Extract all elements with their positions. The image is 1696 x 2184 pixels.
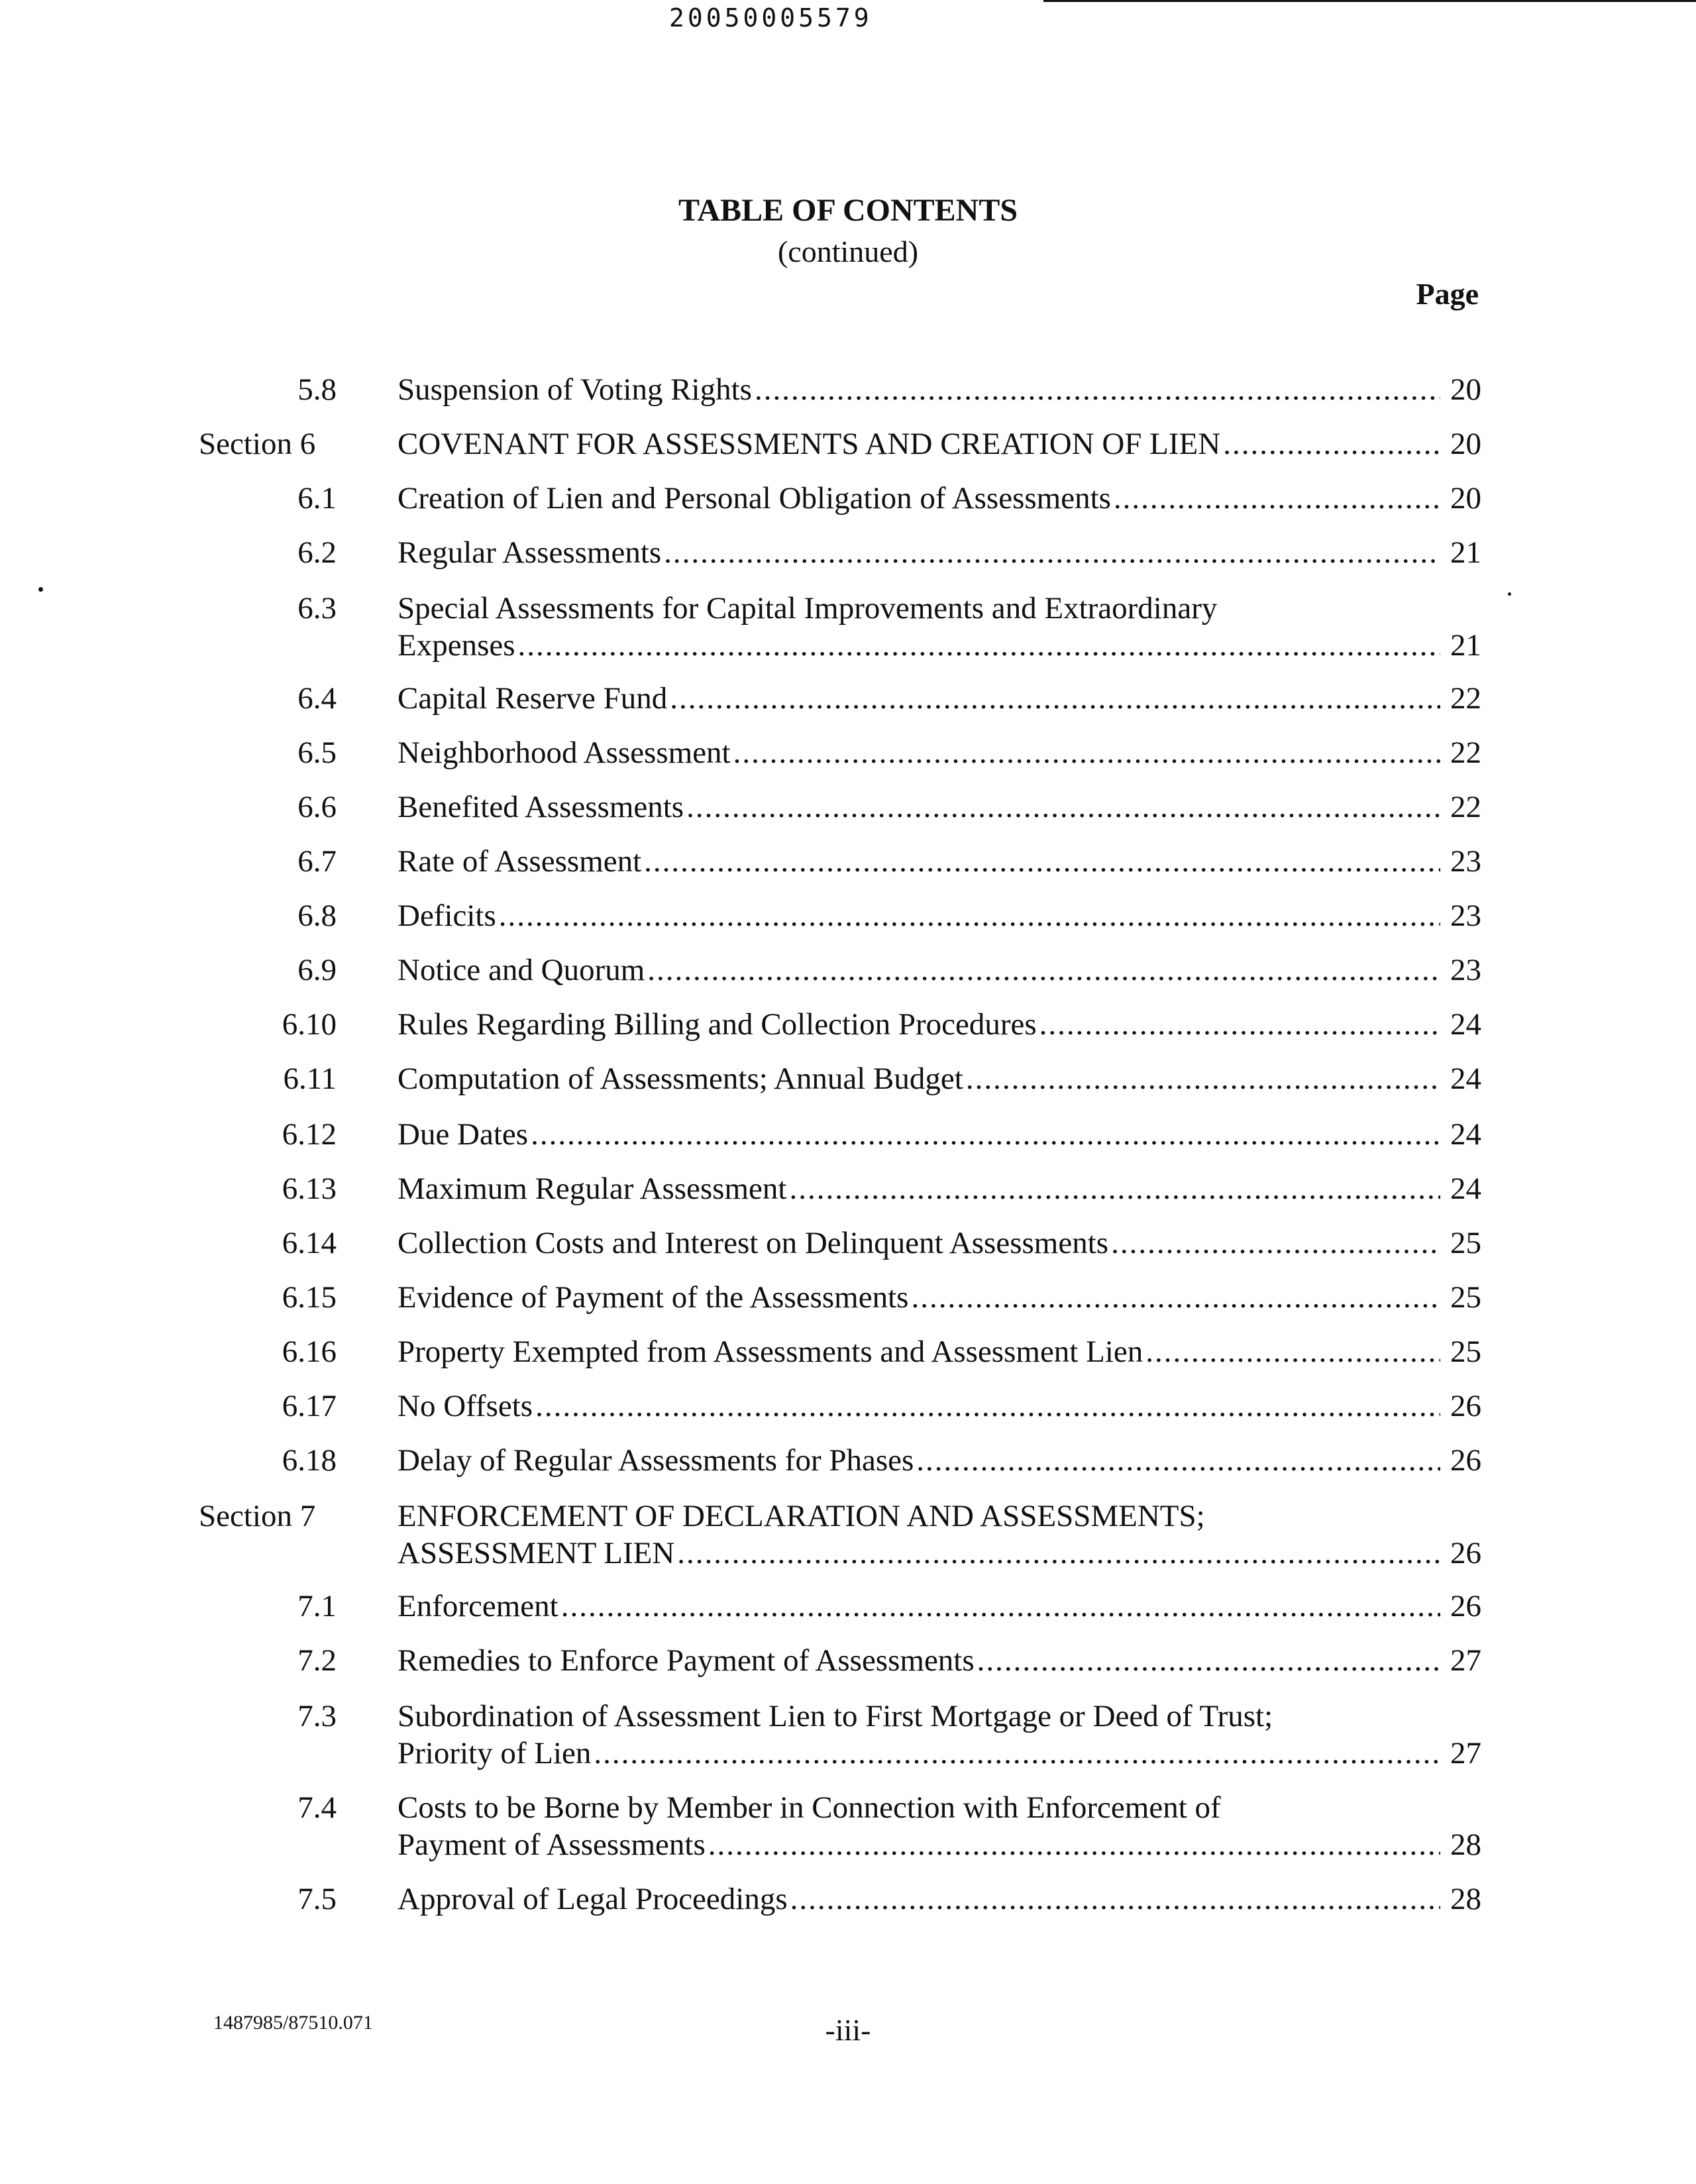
toc-entry-title: Deficits [398, 899, 496, 933]
toc-entry-number: 6.11 [283, 1062, 337, 1096]
toc-entry-title: Rules Regarding Billing and Collection Procedures [398, 1007, 1037, 1042]
dot-leader [561, 1588, 1440, 1625]
toc-entry [0, 1789, 1696, 1863]
toc-entry-title: ASSESSMENT LIEN [398, 1536, 675, 1570]
toc-entry-title: Benefited Assessments [398, 790, 684, 824]
toc-entry-number: 6.10 [282, 1007, 337, 1042]
toc-entry-title: Collection Costs and Interest on Delinquent Assessments [398, 1226, 1109, 1260]
toc-entry-number: 6.9 [297, 953, 337, 987]
toc-entry-page: 22 [1450, 790, 1481, 824]
toc-entry-page: 20 [1450, 372, 1481, 407]
toc-entry-body [398, 734, 1481, 771]
toc-entry-leader-line [398, 1735, 1481, 1772]
toc-entry-body [398, 789, 1481, 826]
toc-entry-body [398, 480, 1481, 517]
page-number: -iii- [825, 2013, 871, 2047]
toc-entry-page: 22 [1450, 681, 1481, 716]
toc-entry-page: 22 [1450, 736, 1481, 770]
toc-entry-page: 25 [1450, 1335, 1481, 1369]
toc-entry-number: Section 6 [199, 427, 316, 461]
toc-entry [0, 1498, 1696, 1572]
toc-entry-body [398, 1170, 1481, 1207]
toc-entry-title: Regular Assessments [398, 535, 662, 570]
toc-entry-body [398, 1881, 1481, 1918]
toc-entry-body [398, 1588, 1481, 1625]
toc-entry-title-line: ENFORCEMENT OF DECLARATION AND ASSESSMENTS; [398, 1499, 1205, 1533]
toc-entry-page: 23 [1450, 953, 1481, 987]
toc-entry-page: 27 [1450, 1643, 1481, 1678]
toc-entry-number: 7.5 [297, 1882, 337, 1916]
toc-entry [0, 1881, 1696, 1918]
toc-entry-body [398, 680, 1481, 717]
toc-entry [0, 1170, 1696, 1207]
toc-entry-title-line: Special Assessments for Capital Improvements and Extraordinary [398, 591, 1218, 626]
dot-leader [916, 1442, 1440, 1479]
toc-entry-leader-line [398, 627, 1481, 664]
toc-entry-leader-line [398, 1881, 1481, 1918]
toc-entry [0, 897, 1696, 934]
toc-entry-leader-line [398, 1225, 1481, 1262]
toc-entry-number: 6.16 [282, 1335, 337, 1369]
toc-entry-page: 26 [1450, 1589, 1481, 1623]
toc-entry-leader-line [398, 1588, 1481, 1625]
toc-entry-title: Remedies to Enforce Payment of Assessments [398, 1643, 975, 1678]
toc-entry [0, 1442, 1696, 1479]
toc-entry-leader-line [398, 371, 1481, 408]
toc-entry-page: 21 [1450, 535, 1481, 570]
toc-entry-leader-line [398, 480, 1481, 517]
toc-entry-title: Evidence of Payment of the Assessments [398, 1280, 909, 1315]
toc-entry-leader-line [398, 843, 1481, 880]
toc-entry-leader-line [398, 1642, 1481, 1679]
scan-speck [1508, 592, 1511, 596]
toc-entry-leader-line [398, 1333, 1481, 1370]
toc-entry [0, 1333, 1696, 1370]
toc-entry-number: 7.2 [297, 1643, 337, 1678]
scan-speck [38, 587, 43, 592]
toc-entry-page: 24 [1450, 1007, 1481, 1042]
toc-entry-body [398, 1333, 1481, 1370]
dot-leader [531, 1116, 1440, 1153]
dot-leader [686, 789, 1440, 826]
toc-entry-title: Capital Reserve Fund [398, 681, 668, 716]
toc-entry [0, 1698, 1696, 1772]
toc-entry [0, 1060, 1696, 1097]
toc-entry-leader-line [398, 897, 1481, 934]
dot-leader [664, 534, 1440, 571]
dot-leader [789, 1170, 1440, 1207]
toc-entry-number: 6.8 [297, 899, 337, 933]
toc-entry-title-line: Costs to be Borne by Member in Connection with Enforcement of [398, 1790, 1221, 1825]
dot-leader [708, 1826, 1440, 1863]
toc-entry-page: 26 [1450, 1536, 1481, 1570]
toc-entry-leader-line [398, 425, 1481, 463]
toc-entry-page: 26 [1450, 1389, 1481, 1423]
toc-entry [0, 1006, 1696, 1043]
toc-entry-body [398, 1698, 1481, 1772]
toc-entry-number: 6.12 [282, 1117, 337, 1152]
toc-entry-body [398, 590, 1481, 664]
toc-entry-title: Payment of Assessments [398, 1828, 706, 1862]
toc-entry-number: 7.3 [297, 1699, 337, 1733]
toc-entry-title: Suspension of Voting Rights [398, 372, 752, 407]
toc-entry-title: Creation of Lien and Personal Obligation of Assessments [398, 481, 1111, 516]
toc-entry [0, 1116, 1696, 1153]
dot-leader [677, 1535, 1440, 1572]
dot-leader [1111, 1225, 1440, 1262]
toc-entry-page: 20 [1450, 427, 1481, 461]
toc-entry-title: COVENANT FOR ASSESSMENTS AND CREATION OF LIEN [398, 427, 1221, 461]
toc-entry-title: Notice and Quorum [398, 953, 645, 987]
toc-entry [0, 680, 1696, 717]
toc-entry-body [398, 1642, 1481, 1679]
dot-leader [644, 843, 1440, 880]
document-code: 1487985/87510.071 [213, 2012, 373, 2034]
toc-entry-title: No Offsets [398, 1389, 533, 1423]
dot-leader [966, 1060, 1440, 1097]
toc-entry-title: Property Exempted from Assessments and Assessment Lien [398, 1335, 1143, 1369]
dot-leader [977, 1642, 1440, 1679]
toc-entry-leader-line [398, 789, 1481, 826]
toc-entry-page: 26 [1450, 1443, 1481, 1478]
toc-entry-page: 25 [1450, 1226, 1481, 1260]
toc-entry-page: 28 [1450, 1828, 1481, 1862]
toc-entry-body [398, 843, 1481, 880]
toc-entry-title-line: Subordination of Assessment Lien to First Mortgage or Deed of Trust; [398, 1699, 1273, 1733]
page-title: TABLE OF CONTENTS [678, 193, 1018, 228]
toc-entry-title: Rate of Assessment [398, 844, 642, 879]
toc-entry-number: 6.15 [282, 1280, 337, 1315]
toc-entry-leader-line [398, 1279, 1481, 1316]
toc-entry [0, 480, 1696, 517]
toc-entry-leader-line [398, 952, 1481, 989]
toc-entry-leader-line [398, 1170, 1481, 1207]
toc-entry [0, 734, 1696, 771]
toc-entry-page: 25 [1450, 1280, 1481, 1315]
toc-entry-number: 6.3 [297, 591, 337, 626]
toc-entry-leader-line [398, 680, 1481, 717]
toc-entry-title: Delay of Regular Assessments for Phases [398, 1443, 914, 1478]
toc-entry-number: 5.8 [297, 372, 337, 407]
toc-entry [0, 371, 1696, 408]
toc-entry-page: 27 [1450, 1736, 1481, 1771]
toc-entry-number: 6.14 [282, 1226, 337, 1260]
toc-entry [0, 789, 1696, 826]
toc-entry-number: 6.2 [297, 535, 337, 570]
toc-entry-number: 6.1 [297, 481, 337, 516]
dot-leader [1223, 425, 1440, 463]
toc-entry-number: 6.5 [297, 736, 337, 770]
toc-entry-leader-line [398, 1060, 1481, 1097]
toc-entry-body [398, 1279, 1481, 1316]
toc-entry-leader-line [398, 534, 1481, 571]
toc-entry-leader-line [398, 734, 1481, 771]
toc-entry-number: 6.6 [297, 790, 337, 824]
page-subtitle: (continued) [777, 235, 919, 268]
toc-entry-body [398, 1116, 1481, 1153]
toc-entry-page: 24 [1450, 1172, 1481, 1206]
toc-entry-page: 24 [1450, 1062, 1481, 1096]
toc-entry [0, 1642, 1696, 1679]
toc-entry-title: Enforcement [398, 1589, 558, 1623]
toc-entry [0, 1279, 1696, 1316]
toc-entry-title: Approval of Legal Proceedings [398, 1882, 788, 1916]
toc-entry-body [398, 371, 1481, 408]
toc-entry-title: Priority of Lien [398, 1736, 592, 1771]
toc-entry-body [398, 1498, 1481, 1572]
toc-entry-number: 6.7 [297, 844, 337, 879]
toc-entry-number: 6.13 [282, 1172, 337, 1206]
toc-entry-leader-line [398, 1442, 1481, 1479]
toc-entry [0, 590, 1696, 664]
toc-entry-number: 7.4 [297, 1790, 337, 1825]
toc-entry-leader-line [398, 1388, 1481, 1425]
dot-leader [1114, 480, 1440, 517]
toc-entry-page: 28 [1450, 1882, 1481, 1916]
toc-entry [0, 1588, 1696, 1625]
toc-entry-number: 7.1 [297, 1589, 337, 1623]
toc-entry-body [398, 1442, 1481, 1479]
toc-entry-title: Maximum Regular Assessment [398, 1172, 787, 1206]
dot-leader [790, 1881, 1440, 1918]
toc-entry-body [398, 897, 1481, 934]
toc-entry [0, 843, 1696, 880]
toc-entry-body [398, 1060, 1481, 1097]
toc-entry-title: Expenses [398, 628, 515, 663]
toc-entry [0, 1225, 1696, 1262]
toc-entry-number: 6.4 [297, 681, 337, 716]
toc-entry-body [398, 534, 1481, 571]
dot-leader [755, 371, 1440, 408]
toc-entry-body [398, 1388, 1481, 1425]
toc-entry-body [398, 1006, 1481, 1043]
dot-leader [1145, 1333, 1440, 1370]
dot-leader [647, 952, 1440, 989]
dot-leader [733, 734, 1440, 771]
toc-entry-page: 21 [1450, 628, 1481, 663]
dot-leader [670, 680, 1440, 717]
toc-entry [0, 534, 1696, 571]
dot-leader [535, 1388, 1440, 1425]
toc-entry [0, 425, 1696, 463]
document-number: 20050005579 [669, 3, 873, 32]
toc-entry-number: 6.17 [282, 1389, 337, 1423]
toc-entry-body [398, 952, 1481, 989]
toc-entry-body [398, 1225, 1481, 1262]
toc-entry-title: Due Dates [398, 1117, 529, 1152]
toc-entry-body [398, 425, 1481, 463]
toc-entry-number: 6.18 [282, 1443, 337, 1478]
toc-entry-page: 20 [1450, 481, 1481, 516]
toc-entry-number: Section 7 [199, 1499, 316, 1533]
dot-leader [1039, 1006, 1440, 1043]
toc-entry-title: Neighborhood Assessment [398, 736, 731, 770]
toc-entry-page: 24 [1450, 1117, 1481, 1152]
page-column-label: Page [1416, 277, 1479, 311]
toc-entry-leader-line [398, 1535, 1481, 1572]
toc-entry-body [398, 1789, 1481, 1863]
toc-entry-leader-line [398, 1826, 1481, 1863]
dot-leader [594, 1735, 1440, 1772]
toc-entry-page: 23 [1450, 844, 1481, 879]
dot-leader [518, 627, 1440, 664]
toc-entry-leader-line [398, 1006, 1481, 1043]
toc-entry-leader-line [398, 1116, 1481, 1153]
dot-leader [499, 897, 1440, 934]
dot-leader [911, 1279, 1440, 1316]
toc-entry-title: Computation of Assessments; Annual Budget [398, 1062, 963, 1096]
toc-entry-page: 23 [1450, 899, 1481, 933]
toc-entry [0, 952, 1696, 989]
toc-entry [0, 1388, 1696, 1425]
